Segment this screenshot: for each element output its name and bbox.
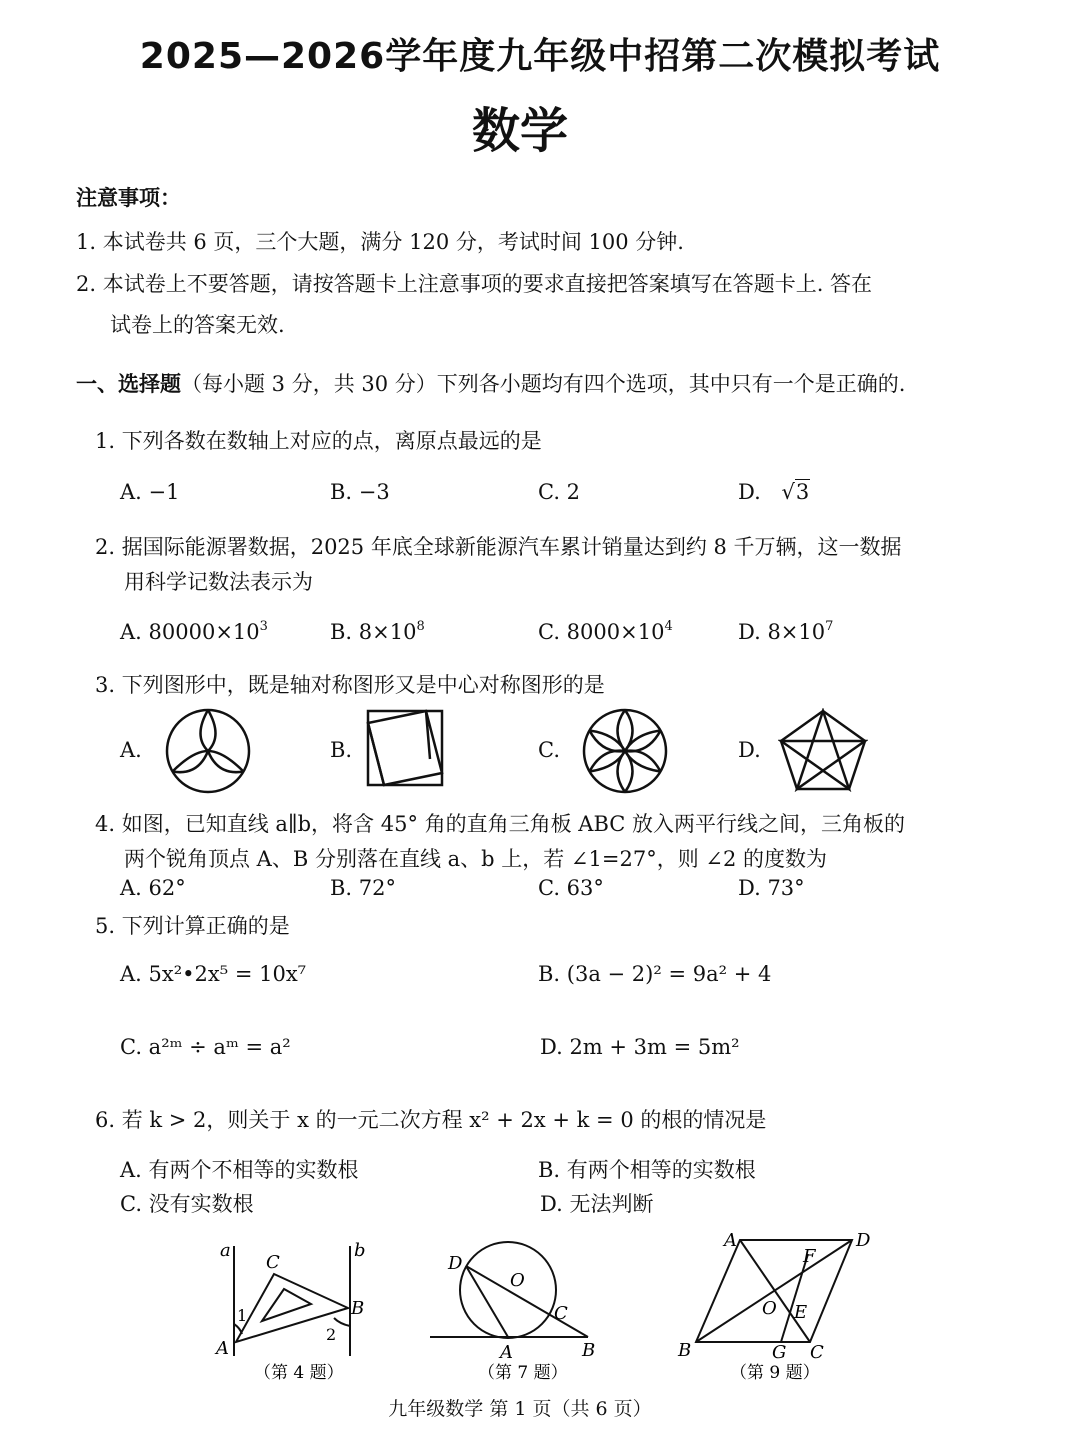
question-6-stem: 6. 若 k > 2，则关于 x 的一元二次方程 x² + 2x + k = 0 的根的情况是: [95, 1108, 767, 1132]
sqrt-sign-icon: √: [781, 480, 795, 504]
fig7-label-A: A: [500, 1342, 513, 1363]
question-2-line-2: 用科学记数法表示为: [124, 570, 313, 594]
fig4-label-B: B: [351, 1298, 365, 1319]
question-2-option-d-base: D. 8×10: [738, 620, 826, 644]
question-2-option-c-base: C. 8000×10: [538, 620, 665, 644]
question-2-option-a-base: A. 80000×10: [120, 620, 260, 644]
fig9-label-A: A: [724, 1230, 737, 1251]
q3-figure-a-trefoil-circle: [163, 706, 253, 796]
fig4-angle-1: 1: [237, 1306, 248, 1325]
fig7-caption: （第 7 题）: [478, 1363, 568, 1383]
fig4-label-b: b: [354, 1240, 366, 1261]
fig9-label-G: G: [772, 1342, 787, 1363]
figure-question-4: [208, 1238, 378, 1388]
question-1-option-c: C. 2: [538, 480, 581, 504]
question-2-option-d-exponent: 7: [825, 619, 834, 634]
question-2-option-a-exponent: 3: [259, 619, 268, 634]
question-2-option-c-exponent: 4: [664, 619, 673, 634]
fig7-label-B: B: [582, 1340, 596, 1361]
question-4-option-d: D. 73°: [738, 876, 805, 900]
fig9-label-F: F: [803, 1246, 816, 1267]
question-3-option-a-label: A.: [120, 738, 142, 762]
question-6-option-b: B. 有两个相等的实数根: [538, 1158, 756, 1182]
fig7-label-D: D: [448, 1253, 463, 1274]
question-1-option-d-label: D.: [738, 480, 761, 504]
fig9-label-C: C: [810, 1342, 824, 1363]
section-1-description: （每小题 3 分，共 30 分）下列各小题均有四个选项，其中只有一个是正确的.: [181, 372, 906, 396]
question-1-stem: 1. 下列各数在数轴上对应的点，离原点最远的是: [95, 429, 542, 453]
question-1-option-a: A. −1: [120, 480, 180, 504]
figure-question-7: [426, 1236, 610, 1388]
notice-item-2-line-1: 2. 本试卷上不要答题，请按答题卡上注意事项的要求直接把答案填写在答题卡上. 答在: [76, 272, 873, 296]
question-1-option-d-radicand: 3: [795, 480, 810, 504]
question-3-option-c-label: C.: [538, 738, 560, 762]
question-2-option-c: [538, 620, 673, 644]
question-4-option-b: B. 72°: [330, 876, 397, 900]
q3-figure-d-pentagram: [778, 708, 868, 792]
fig4-angle-2: 2: [326, 1325, 337, 1344]
question-5-option-a: A. 5x²•2x⁵ = 10x⁷: [120, 962, 307, 986]
fig9-label-D: D: [856, 1230, 871, 1251]
question-2-option-b: [330, 620, 425, 644]
question-1-option-b: B. −3: [330, 480, 390, 504]
question-6-option-c: C. 没有实数根: [120, 1192, 254, 1216]
fig9-label-O: O: [762, 1298, 777, 1319]
question-3-option-d-label: D.: [738, 738, 761, 762]
question-4-option-c: C. 63°: [538, 876, 604, 900]
fig7-label-O: O: [510, 1270, 525, 1291]
q3-figure-c-flower-circle: [580, 706, 670, 796]
fig4-label-A: A: [216, 1338, 229, 1359]
question-6-option-d: D. 无法判断: [540, 1192, 654, 1216]
question-5-option-d: D. 2m + 3m = 5m²: [540, 1035, 740, 1059]
question-3-stem: 3. 下列图形中，既是轴对称图形又是中心对称图形的是: [95, 673, 605, 697]
notice-heading: 注意事项：: [76, 185, 181, 210]
question-1-option-d: [738, 480, 810, 504]
question-2-option-d: [738, 620, 833, 644]
question-2-option-b-base: B. 8×10: [330, 620, 417, 644]
section-1-title: 一、选择题: [76, 371, 181, 396]
question-4-line-1: 4. 如图，已知直线 a∥b，将含 45° 角的直角三角板 ABC 放入两平行线之间，三角板的: [95, 812, 906, 836]
fig7-label-C: C: [554, 1303, 568, 1324]
page-footer: 九年级数学 第 1 页（共 6 页）: [388, 1398, 652, 1420]
fig4-label-a: a: [220, 1240, 231, 1261]
question-3-option-b-label: B.: [330, 738, 353, 762]
question-2-line-1: 2. 据国际能源署数据，2025 年底全球新能源汽车累计销量达到约 8 千万辆，这一数据: [95, 535, 902, 559]
question-2-option-b-exponent: 8: [416, 619, 425, 634]
question-5-option-c: C. a²ᵐ ÷ aᵐ = a²: [120, 1035, 291, 1059]
fig9-label-E: E: [794, 1302, 808, 1323]
question-5-stem: 5. 下列计算正确的是: [95, 914, 290, 938]
q3-figure-b-nested-squares: [366, 709, 444, 787]
figure-question-9: [676, 1226, 886, 1388]
fig4-caption: （第 4 题）: [254, 1363, 344, 1383]
exam-title: 2025—2026学年度九年级中招第二次模拟考试: [139, 36, 941, 77]
section-1-heading: [76, 368, 905, 398]
question-2-option-a: [120, 620, 268, 644]
fig9-label-B: B: [678, 1340, 692, 1361]
question-6-option-a: A. 有两个不相等的实数根: [120, 1158, 359, 1182]
question-4-option-a: A. 62°: [120, 876, 186, 900]
question-5-option-b: B. (3a − 2)² = 9a² + 4: [538, 962, 772, 986]
fig9-caption: （第 9 题）: [730, 1363, 820, 1383]
question-4-line-2: 两个锐角顶点 A、B 分别落在直线 a、b 上，若 ∠1=27°，则 ∠2 的度数为: [124, 847, 828, 871]
subject-title: 数学: [471, 103, 568, 159]
notice-item-2-line-2: 试卷上的答案无效.: [110, 313, 285, 337]
fig4-label-C: C: [266, 1252, 280, 1273]
notice-item-1: 1. 本试卷共 6 页，三个大题，满分 120 分，考试时间 100 分钟.: [76, 230, 684, 254]
